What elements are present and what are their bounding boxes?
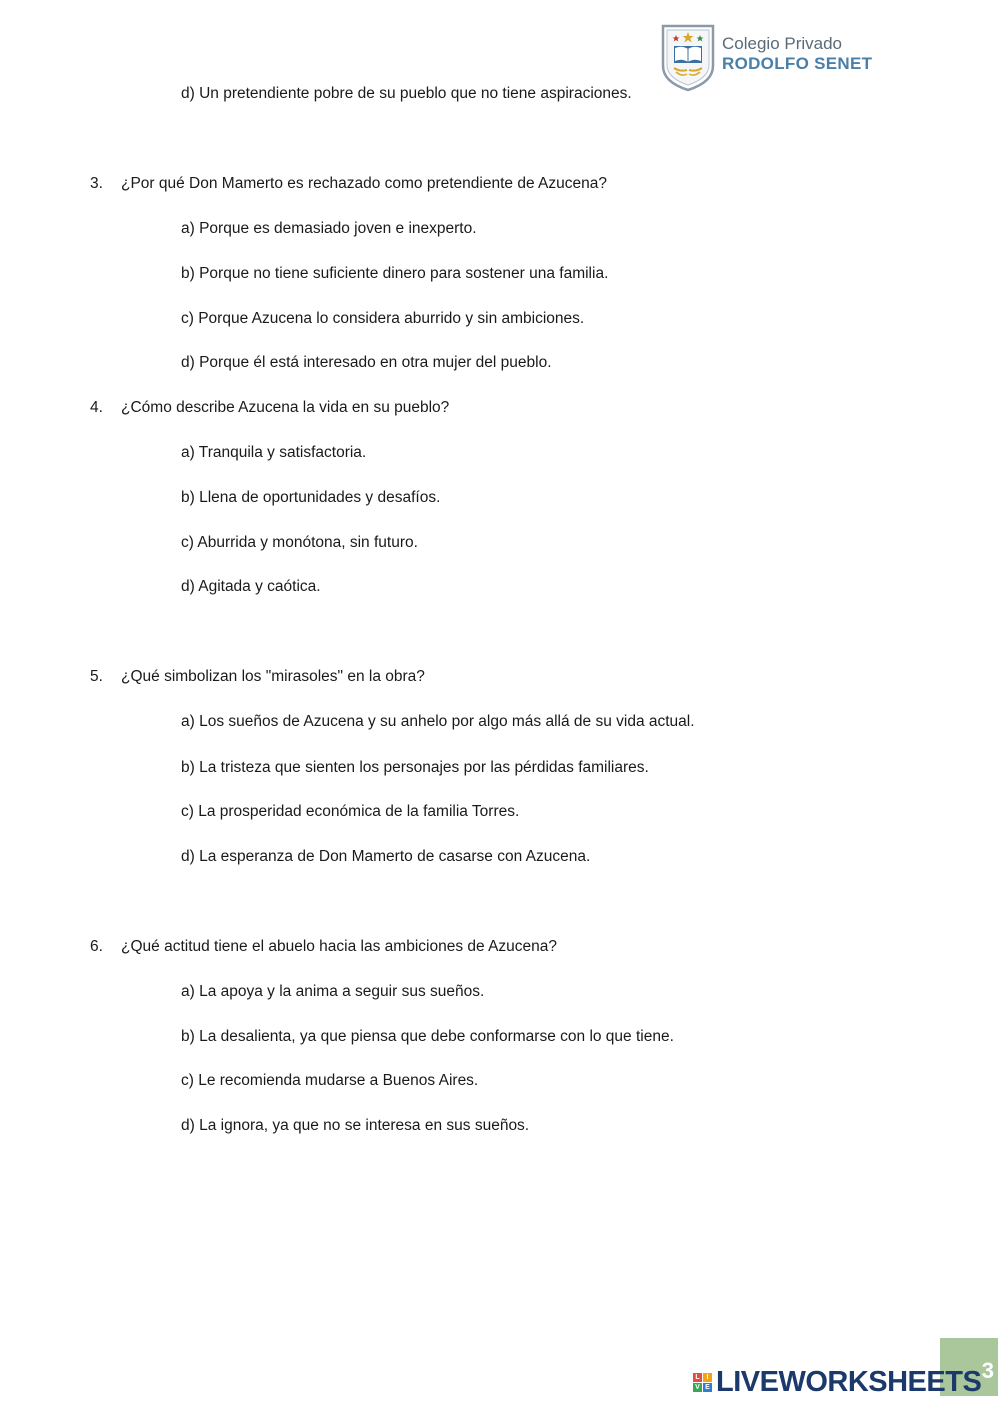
answer-option[interactable]: a) Porque es demasiado joven e inexperto. [181,220,477,237]
school-logo [660,22,890,94]
answer-option[interactable]: a) La apoya y la anima a seguir sus sueños. [181,983,485,1000]
liveworksheets-logo[interactable] [693,1366,981,1398]
answer-option[interactable]: b) La tristeza que sienten los personajes por las pérdidas familiares. [181,759,649,776]
logo-school-type: Colegio Privado [722,34,843,53]
answer-option[interactable]: a) Los sueños de Azucena y su anhelo por algo más allá de su vida actual. [181,713,695,730]
question-number: 5. [90,668,103,685]
answer-option[interactable]: d) La esperanza de Don Mamerto de casarse con Azucena. [181,848,591,865]
answer-option[interactable]: c) La prosperidad económica de la familia Torres. [181,803,520,820]
answer-option[interactable]: b) Llena de oportunidades y desafíos. [181,489,441,506]
live-badge-icon: L I V E [693,1373,712,1392]
answer-option[interactable]: b) Porque no tiene suficiente dinero para sostener una familia. [181,265,609,282]
answer-option[interactable]: d) Agitada y caótica. [181,578,321,595]
answer-option[interactable]: c) Le recomienda mudarse a Buenos Aires. [181,1072,479,1089]
question-number: 3. [90,175,103,192]
question-number: 4. [90,399,103,416]
page-number: 3 [981,1358,994,1383]
question-number: 6. [90,938,103,955]
question-text: ¿Por qué Don Mamerto es rechazado como pretendiente de Azucena? [121,175,607,192]
question-text: ¿Qué simbolizan los "mirasoles" en la obra? [121,668,425,685]
logo-school-name: RODOLFO SENET [722,54,873,73]
answer-option[interactable]: d) Porque él está interesado en otra mujer del pueblo. [181,354,552,371]
question-text: ¿Qué actitud tiene el abuelo hacia las ambiciones de Azucena? [121,938,558,955]
answer-option[interactable]: b) La desalienta, ya que piensa que debe conformarse con lo que tiene. [181,1028,674,1045]
liveworksheets-brand: LIVEWORKSHEETS [716,1366,982,1398]
question-text: ¿Cómo describe Azucena la vida en su pueblo? [121,399,450,416]
school-shield-icon [660,22,716,92]
answer-option[interactable]: a) Tranquila y satisfactoria. [181,444,367,461]
q2-option-d: d) Un pretendiente pobre de su pueblo que no tiene aspiraciones. [181,85,632,102]
answer-option[interactable]: d) La ignora, ya que no se interesa en sus sueños. [181,1117,530,1134]
answer-option[interactable]: c) Aburrida y monótona, sin futuro. [181,534,418,551]
answer-option[interactable]: c) Porque Azucena lo considera aburrido y sin ambiciones. [181,310,585,327]
